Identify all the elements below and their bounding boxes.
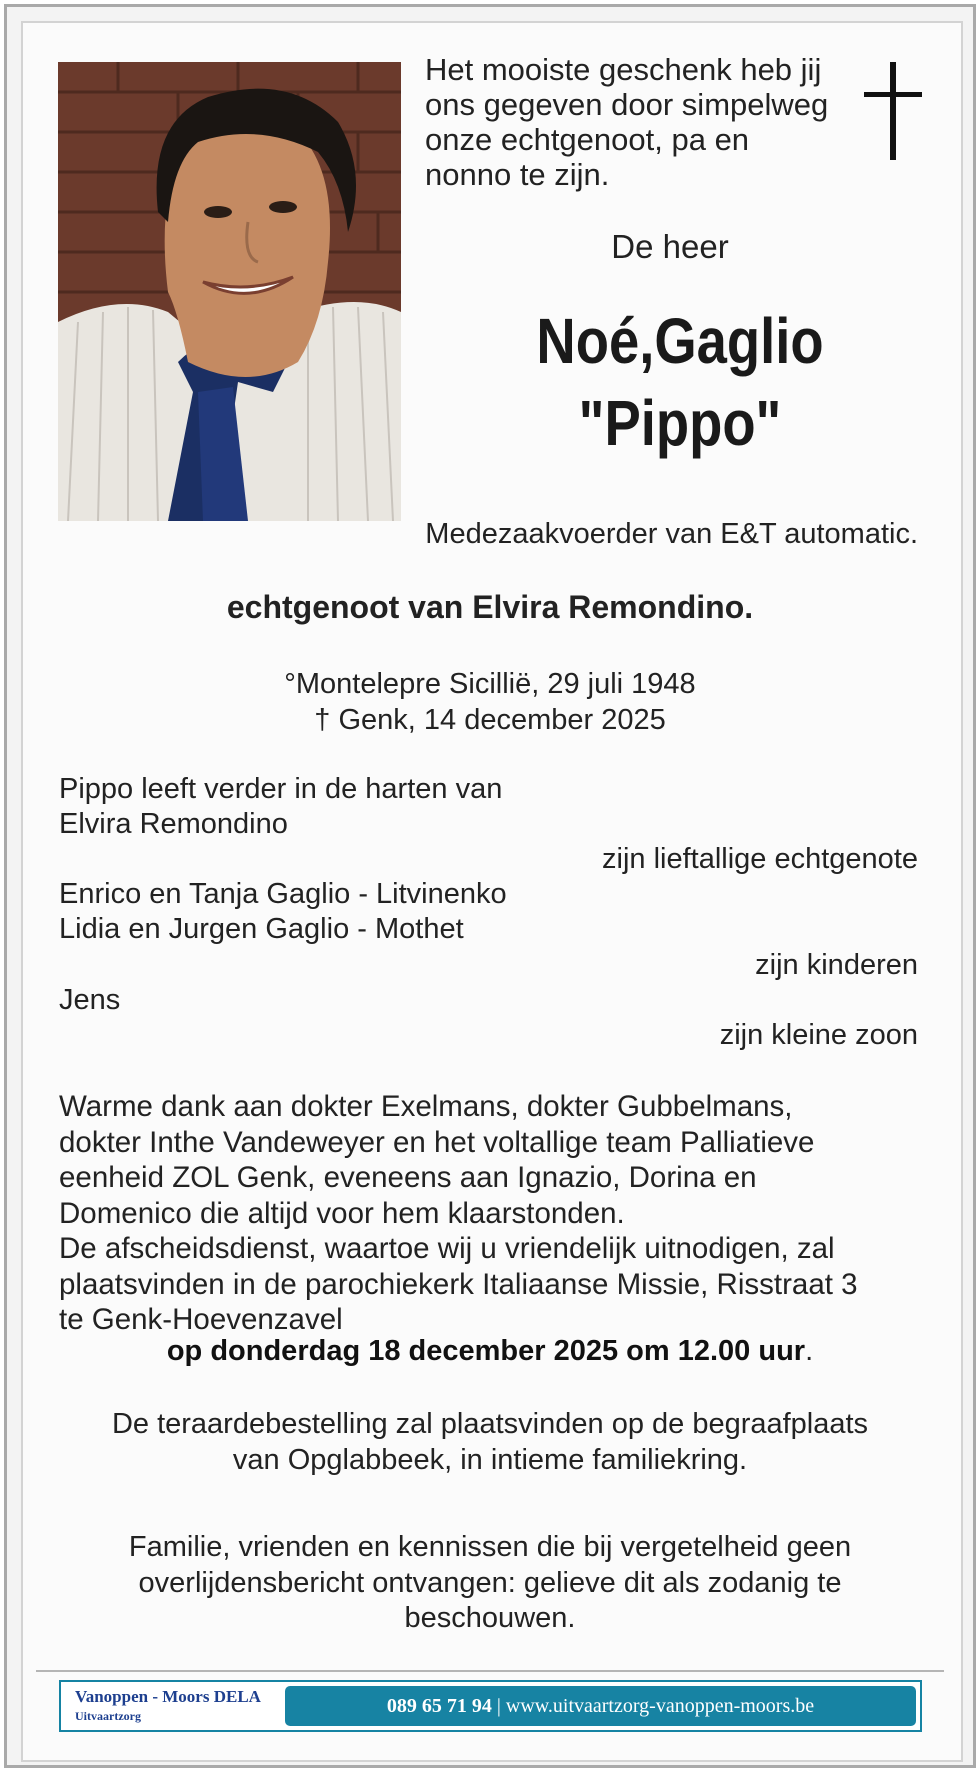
mourner-grandchild: Jens [59, 984, 121, 1016]
death-date: † Genk, 14 december 2025 [314, 704, 666, 736]
paragraph-line: Domenico die altijd voor hem klaarstonden. [59, 1196, 625, 1230]
funeral-home-banner [59, 1680, 922, 1732]
mourner-role: zijn kinderen [755, 949, 918, 981]
mourner-role: zijn lieftallige echtgenote [602, 843, 918, 875]
nickname-line: "Pippo" [578, 387, 782, 459]
service-date: op donderdag 18 december 2025 om 12.00 uur [166, 1335, 806, 1367]
quote-line: ons gegeven door simpelweg [425, 87, 829, 122]
paragraph-line: overlijdensbericht ontvangen: gelieve dit als zodanig te [138, 1566, 842, 1599]
website-link[interactable]: www.uitvaartzorg-vanoppen-moors.be [505, 1695, 815, 1717]
mourner-child: Lidia en Jurgen Gaglio - Mothet [59, 913, 464, 945]
quote-line: onze echtgenoot, pa en [425, 122, 750, 157]
paragraph-line: eenheid ZOL Genk, eveneens aan Ignazio, Dorina en [59, 1161, 757, 1194]
brand-subtitle: Uitvaartzorg [75, 1709, 141, 1723]
contact-separator: | [496, 1695, 501, 1717]
portrait-illustration [58, 62, 401, 521]
divider [36, 1670, 944, 1672]
mourner-role: zijn kleine zoon [719, 1019, 918, 1051]
phone-number[interactable]: 089 65 71 94 [386, 1695, 492, 1717]
burial-paragraph [40, 1407, 940, 1478]
mourner-wife: Elvira Remondino [59, 808, 288, 840]
salutation: De heer [611, 228, 729, 265]
opening-quote [425, 52, 845, 192]
portrait-photo [58, 62, 401, 521]
service-period: . [805, 1335, 814, 1367]
contact-bar [285, 1686, 916, 1726]
paragraph-line: Familie, vrienden en kennissen die bij vergetelheid geen [128, 1531, 852, 1563]
brand-name: Vanoppen - Moors DELA [75, 1687, 261, 1706]
cross-icon [864, 62, 922, 165]
paragraph-line: beschouwen. [404, 1602, 576, 1634]
thanks-paragraph [59, 1089, 939, 1338]
mourners-intro: Pippo leeft verder in de harten van [59, 773, 503, 805]
paragraph-line: te Genk-Hoevenzavel [59, 1303, 343, 1336]
paragraph-line: van Opglabbeek, in intieme familiekring. [232, 1443, 748, 1476]
notice-paragraph [40, 1530, 940, 1637]
deceased-name [463, 300, 897, 464]
spouse-line: echtgenoot van Elvira Remondino. [226, 589, 754, 625]
quote-line: Het mooiste geschenk heb jij [425, 52, 822, 87]
paragraph-line: Warme dank aan dokter Exelmans, dokter Gubbelmans, [59, 1090, 793, 1123]
mourner-child: Enrico en Tanja Gaglio - Litvinenko [59, 878, 507, 910]
paragraph-line: De afscheidsdienst, waartoe wij u vriendelijk uitnodigen, zal [59, 1232, 835, 1265]
paragraph-line: dokter Inthe Vandeweyer en het voltallige team Palliatieve [59, 1125, 815, 1159]
service-time [0, 1335, 980, 1368]
funeral-home-logo [75, 1687, 261, 1724]
birth-date: °Montelepre Sicillië, 29 juli 1948 [284, 668, 696, 700]
name-line: Noé,Gaglio [536, 305, 824, 377]
life-dates [0, 666, 980, 738]
occupation: Medezaakvoerder van E&T automatic. [425, 518, 918, 550]
quote-line: nonno te zijn. [425, 157, 610, 192]
paragraph-line: plaatsvinden in de parochiekerk Italiaanse Missie, Risstraat 3 [59, 1267, 858, 1301]
paragraph-line: De teraardebestelling zal plaatsvinden op de begraafplaats [111, 1408, 869, 1440]
